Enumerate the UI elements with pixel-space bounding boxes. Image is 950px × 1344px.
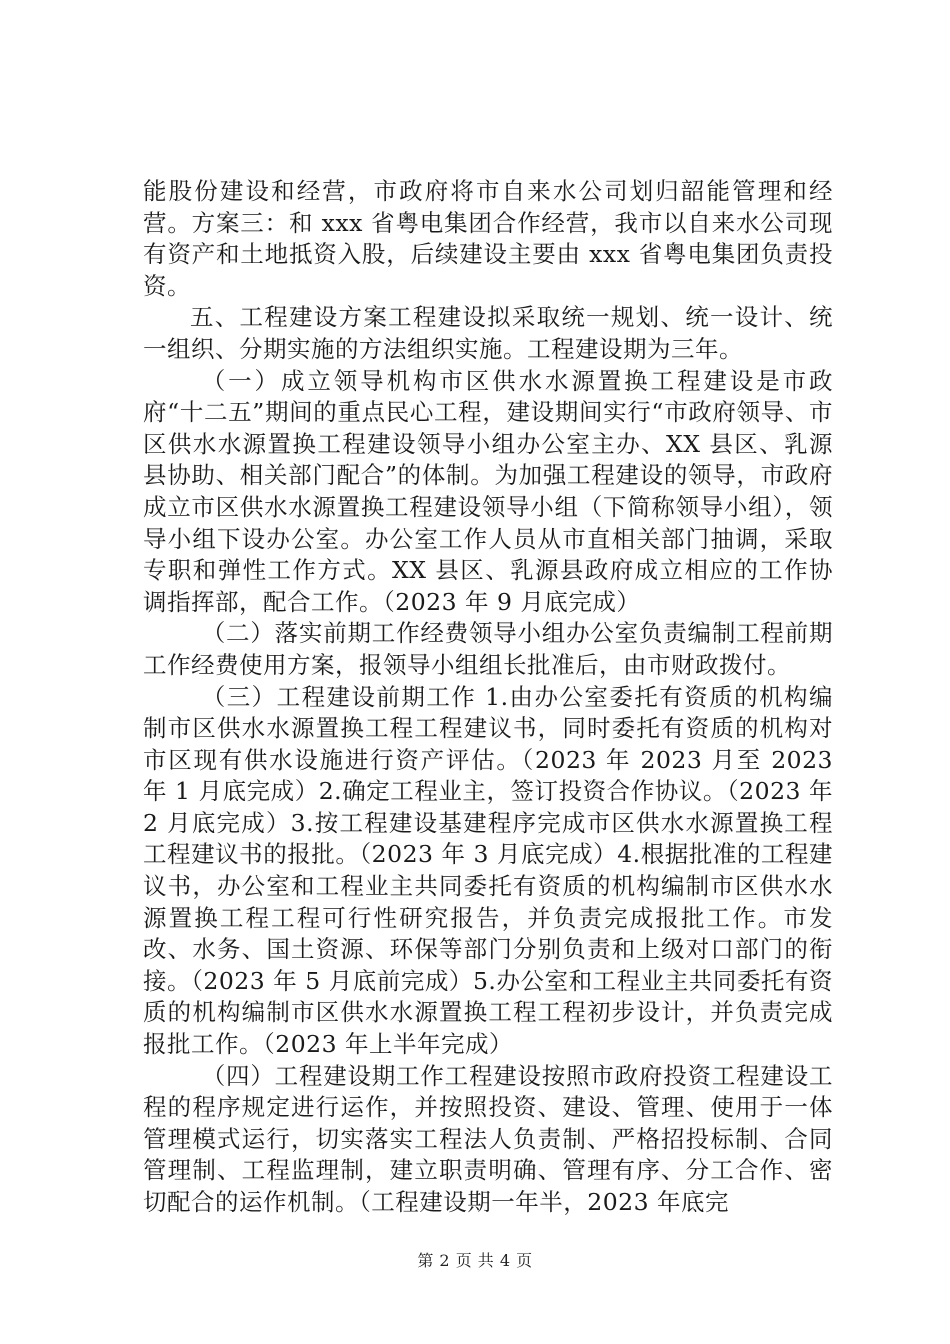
page-number-footer: 第 2 页 共 4 页 xyxy=(417,1251,533,1270)
document-body xyxy=(143,176,833,1219)
paragraph-scheme-three: 能股份建设和经营，市政府将市自来水公司划归韶能管理和经营。方案三：和 xxx 省粤电集团合作经营，我市以自来水公司现有资产和土地抵资入股，后续建设主要由 xxx 省粤电集团负责投资。 xyxy=(143,177,833,300)
paragraph-item-three: （三）工程建设前期工作 1.由办公室委托有资质的机构编制市区供水水源置换工程工程建议书，同时委托有资质的机构对市区现有供水设施进行资产评估。（2023 年 2023 月至 2023 年 1 月底完成）2.确定工程业主，签订投资合作协议。（2023 年 2 月底完成）3.按工程建设基建程序完成市区供水水源置换工程工程建议书的报批。（2023 年 3 月底完成）4.根据批准的工程建议书，办公室和工程业主共同委托有资质的机构编制市区供水水源置换工程工程可行性研究报告，并负责完成报批工作。市发改、水务、国土资源、环保等部门分别负责和上级对口部门的衔接。（2023 年 5 月底前完成）5.办公室和工程业主共同委托有资质的机构编制市区供水水源置换工程工程初步设计，并负责完成报批工作。（2023 年上半年完成） xyxy=(143,682,833,1059)
paragraph-item-one: （一）成立领导机构市区供水水源置换工程建设是市政府“十二五”期间的重点民心工程，建设期间实行“市政府领导、市区供水水源置换工程建设领导小组办公室主办、XX 县区、乳源县协助、相关部门配合”的体制。为加强工程建设的领导，市政府成立市区供水水源置换工程建设领导小组（下简称领导小组），领导小组下设办公室。办公室工作人员从市直相关部门抽调，采取专职和弹性工作方式。XX 县区、乳源县政府成立相应的工作协调指挥部，配合工作。（2023 年 9 月底完成） xyxy=(143,366,833,616)
paragraph-item-two: （二）落实前期工作经费领导小组办公室负责编制工程前期工作经费使用方案，报领导小组组长批准后，由市财政拨付。 xyxy=(143,619,833,679)
paragraph-item-four: （四）工程建设期工作工程建设按照市政府投资工程建设工程的程序规定进行运作，并按照投资、建设、管理、使用于一体管理模式运行，切实落实工程法人负责制、严格招投标制、合同管理制、工程监理制，建立职责明确、管理有序、分工合作、密切配合的运作机制。（工程建设期一年半，2023 年底完 xyxy=(143,1061,833,1216)
paragraph-section-five: 五、工程建设方案工程建设拟采取统一规划、统一设计、统一组织、分期实施的方法组织实施。工程建设期为三年。 xyxy=(143,303,833,363)
